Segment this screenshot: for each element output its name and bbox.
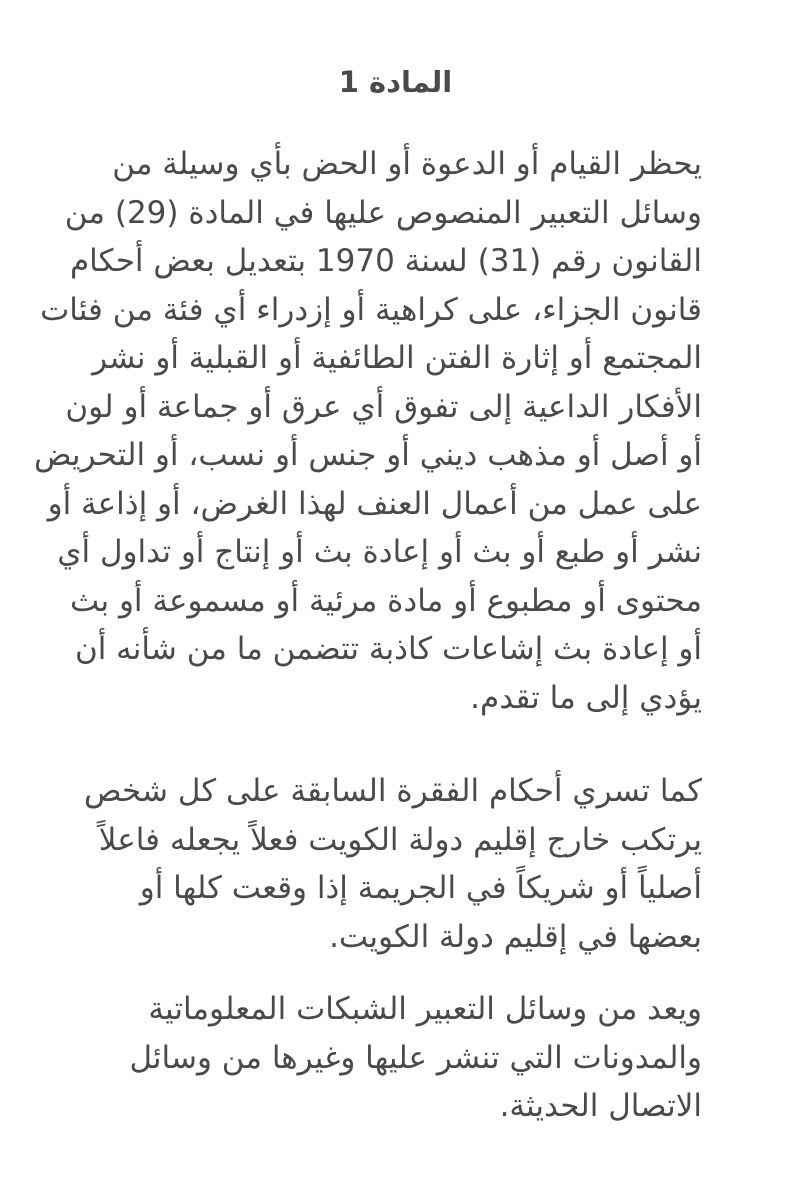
paragraph-line: يحظر القيام أو الدعوة أو الحض بأي وسيلة من <box>112 146 702 182</box>
paragraph-line: أو أصل أو مذهب ديني أو جنس أو نسب، أو التحريض <box>33 437 702 473</box>
paragraph-line: على عمل من أعمال العنف لهذا الغرض، أو إذاعة أو <box>47 485 702 522</box>
paragraph-line: وسائل التعبير المنصوص عليها في المادة (29) من <box>64 194 702 231</box>
paragraph-line: يؤدي إلى ما تقدم. <box>470 679 702 716</box>
paragraph-line: والمدونات التي تنشر عليها وغيرها من وسائل <box>129 1039 702 1076</box>
article-title: المادة 1 <box>338 65 453 99</box>
paragraph-line: كما تسري أحكام الفقرة السابقة على كل شخص <box>84 773 702 809</box>
paragraph-line: القانون رقم (31) لسنة 1970 بتعديل بعض أحكام <box>69 243 702 279</box>
paragraph-line: أصلياً أو شريكاً في الجريمة إذا وقعت كلها أو <box>139 870 702 906</box>
paragraph-2 <box>82 767 702 961</box>
paragraph-line: الأفكار الداعية إلى تفوق أي عرق أو جماعة أو لون <box>65 388 702 425</box>
paragraph-3 <box>82 985 702 1131</box>
paragraph-line: محتوى أو مطبوع أو مادة مرئية أو مسموعة أو بث <box>70 582 702 619</box>
paragraph-line: الاتصال الحديثة. <box>499 1088 702 1124</box>
paragraph-line: نشر أو طبع أو بث أو إعادة بث أو إنتاج أو تداول أي <box>57 534 702 570</box>
paragraph-line: المجتمع أو إثارة الفتن الطائفية أو القبلية أو نشر <box>92 340 702 376</box>
paragraph-line: قانون الجزاء، على كراهية أو إزدراء أي فئة من فئات <box>40 291 702 328</box>
paragraph-line: ويعد من وسائل التعبير الشبكات المعلوماتية <box>148 991 702 1027</box>
paragraph-1 <box>33 140 702 722</box>
paragraph-line: أو إعادة بث إشاعات كاذبة تتضمن ما من شأنه أن <box>74 631 702 667</box>
paragraph-line: يرتكب خارج إقليم دولة الكويت فعلاً يجعله فاعلاً <box>98 821 702 858</box>
paragraph-line: بعضها في إقليم دولة الكويت. <box>329 918 702 955</box>
